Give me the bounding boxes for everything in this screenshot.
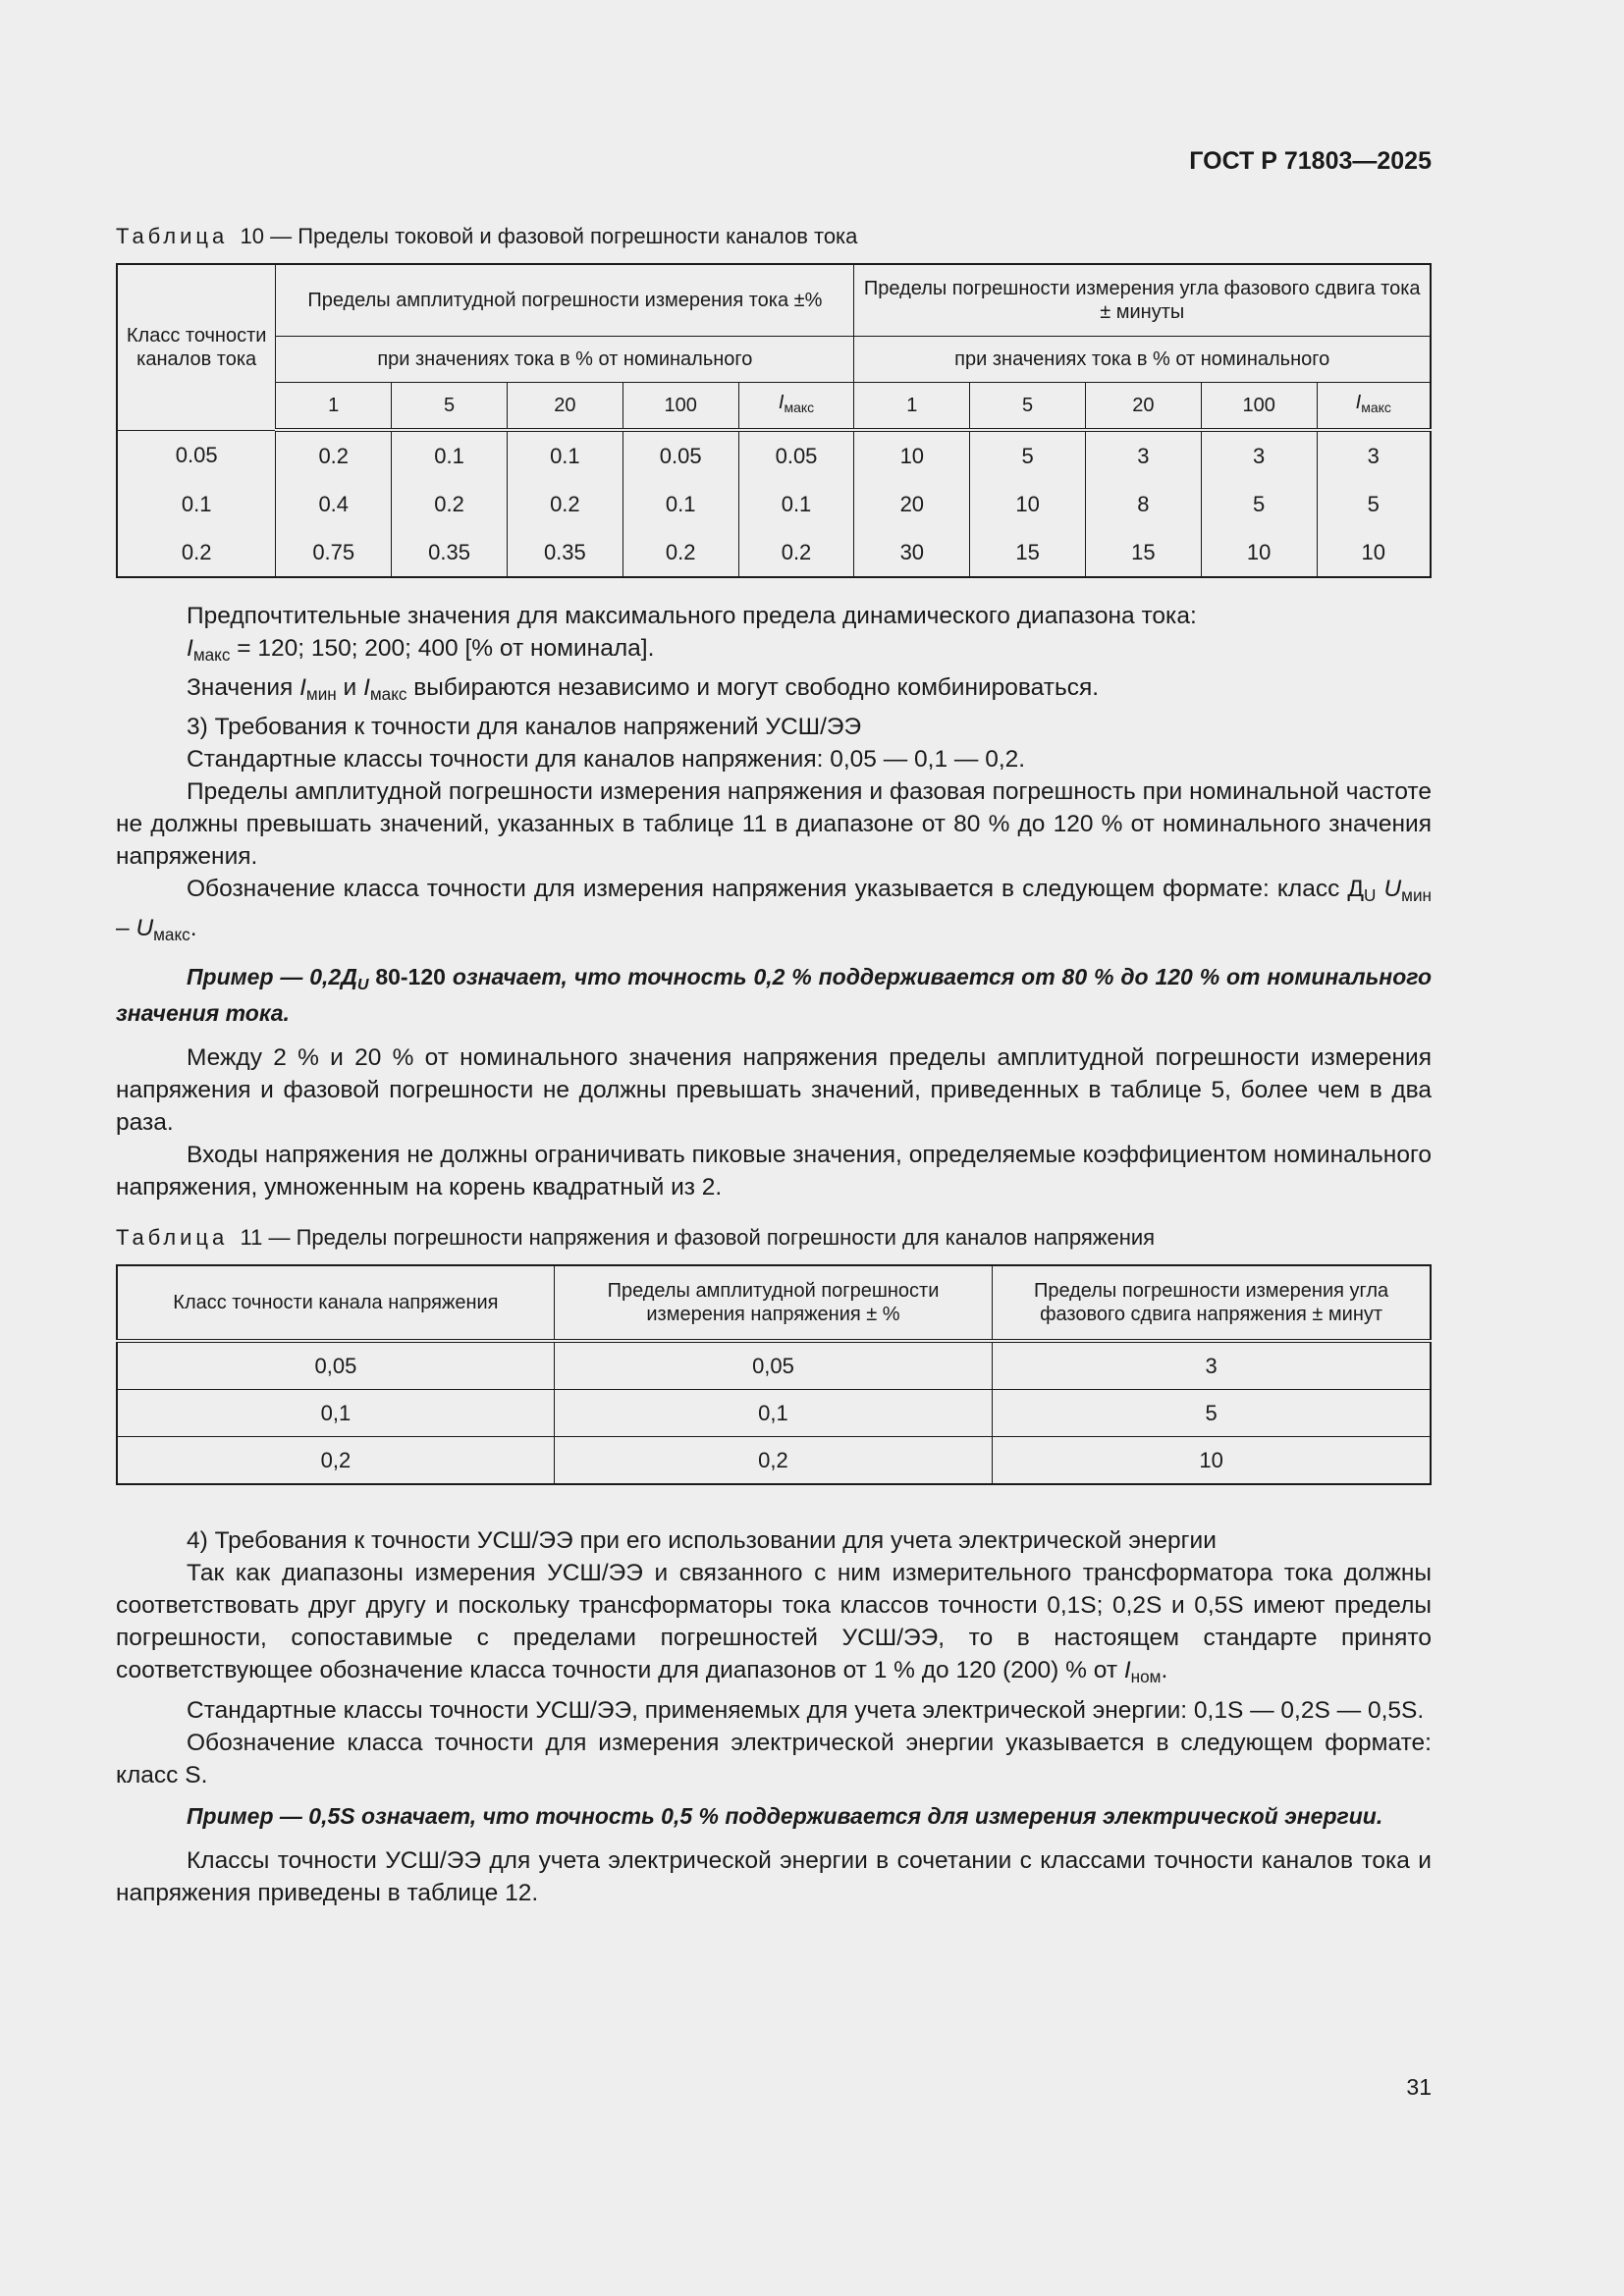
table-cell: 0.2 <box>623 528 738 577</box>
table-row <box>117 1437 1431 1485</box>
table-cell: 0.1 <box>623 480 738 528</box>
table-cell: 0.35 <box>507 528 623 577</box>
example-note: Пример — 0,5S означает, что точность 0,5 % поддерживается для измерения электрической энергии. <box>187 1802 1383 1829</box>
paragraph: Предпочтительные значения для максимального предела динамического диапазона тока: <box>187 603 1197 629</box>
table-cell: 0.2 <box>392 480 508 528</box>
standard-header: ГОСТ Р 71803—2025 <box>1189 147 1432 175</box>
header-class: Класс точности каналов тока <box>117 264 276 430</box>
paragraph: Классы точности УСШ/ЭЭ для учета электрической энергии в сочетании с классами точности каналов тока и напряжения приведены в таблице 12. <box>116 1846 1432 1906</box>
table-cell: 10 <box>854 430 970 480</box>
header-phase-sub: при значениях тока в % от номинального <box>854 337 1431 383</box>
table-row <box>117 528 1431 577</box>
table-cell: 0.75 <box>276 528 392 577</box>
table-cell: 0.2 <box>507 480 623 528</box>
table-cell: 0,1 <box>554 1390 992 1437</box>
paragraph: Пределы амплитудной погрешности измерения напряжения и фазовая погрешность при номинальной частоте не должны превышать значений, указанных в таблице 11 в диапазоне от 80 % до 120 % от номинального значения напряжения. <box>116 778 1432 871</box>
paragraph: Между 2 % и 20 % от номинального значения напряжения пределы амплитудной погрешности измерения напряжения и фазовой погрешности не должны превышать значений, приведенных в таблице 5, более чем в два раза. <box>116 1044 1432 1137</box>
paragraph: Обозначение класса точности для измерения напряжения указывается в следующем формате: класс $Д_U$ $U_{мин} - U_{макс}$. <box>116 876 1432 945</box>
table-cell: 0.2 <box>738 528 854 577</box>
section-heading: 3) Требования к точности для каналов напряжений УСШ/ЭЭ <box>187 714 862 741</box>
table-cell: 0,05 <box>117 1341 554 1390</box>
paragraph: Обозначение класса точности для измерения электрической энергии указывается в следующем формате: класс S. <box>116 1729 1432 1789</box>
table-cell: 5 <box>1201 480 1317 528</box>
paragraph: $I_{макс} = 120$; 150; 200; 400 [% от номинала]. <box>187 635 655 666</box>
page-number: 31 <box>1406 2074 1432 2100</box>
table10-caption <box>116 224 1432 249</box>
table-cell: 0.05 <box>117 430 276 480</box>
table-cell: 0.2 <box>117 528 276 577</box>
table-cell: 0,05 <box>554 1341 992 1390</box>
table-10 <box>116 263 1432 578</box>
table-cell: 0.35 <box>392 528 508 577</box>
table-cell: 0.05 <box>623 430 738 480</box>
table-cell: 0,2 <box>554 1437 992 1485</box>
table-cell: 0.1 <box>507 430 623 480</box>
table11-caption-lead: Таблица <box>116 1225 229 1251</box>
header-col: 100 <box>623 383 738 431</box>
table-cell: 0.1 <box>392 430 508 480</box>
header-col: 5 <box>392 383 508 431</box>
table-cell: 10 <box>993 1437 1431 1485</box>
table-cell: 0.4 <box>276 480 392 528</box>
table-cell: 0,2 <box>117 1437 554 1485</box>
table-cell: 5 <box>993 1390 1431 1437</box>
table-cell: 3 <box>993 1341 1431 1390</box>
table-cell: 15 <box>1085 528 1201 577</box>
table-cell: 0,1 <box>117 1390 554 1437</box>
table-cell: 10 <box>1317 528 1431 577</box>
header-class: Класс точности канала напряжения <box>117 1265 554 1341</box>
page-content <box>116 224 1432 1909</box>
table-cell: 15 <box>970 528 1086 577</box>
table-row <box>117 1390 1431 1437</box>
table11-caption-text: 11 — Пределы погрешности напряжения и фазовой погрешности для каналов напряжения <box>240 1225 1156 1251</box>
header-col-imax: $I_{макс}$ <box>1317 383 1431 431</box>
header-col: 20 <box>1085 383 1201 431</box>
table-cell: 5 <box>1317 480 1431 528</box>
header-col: 100 <box>1201 383 1317 431</box>
table-row <box>117 1341 1431 1390</box>
table-cell: 0.2 <box>276 430 392 480</box>
header-col: 1 <box>854 383 970 431</box>
paragraph: Значения $I_{мин}$ и $I_{макс}$ выбираются независимо и могут свободно комбинироваться. <box>187 674 1100 705</box>
table-cell: 5 <box>970 430 1086 480</box>
header-col: 5 <box>970 383 1086 431</box>
header-amplitude: Пределы амплитудной погрешности измерения напряжения ± % <box>554 1265 992 1341</box>
table-row <box>117 480 1431 528</box>
paragraph: Стандартные классы точности УСШ/ЭЭ, применяемых для учета электрической энергии: 0,1S — 0,2S — 0,5S. <box>187 1696 1425 1724</box>
table-cell: 30 <box>854 528 970 577</box>
paragraph: Входы напряжения не должны ограничивать пиковые значения, определяемые коэффициентом номинального напряжения, умноженным на корень квадратный из 2. <box>116 1142 1432 1201</box>
table-cell: 3 <box>1085 430 1201 480</box>
table-cell: 3 <box>1201 430 1317 480</box>
header-col-imax: $I_{макс}$ <box>738 383 854 431</box>
table-cell: 10 <box>970 480 1086 528</box>
table-cell: 20 <box>854 480 970 528</box>
header-phase: Пределы погрешности измерения угла фазового сдвига напряжения ± минут <box>993 1265 1431 1341</box>
table-row <box>117 430 1431 480</box>
table-11 <box>116 1264 1432 1485</box>
example-note: Пример — $0,2Д_U$ 80-120 означает, что точность 0,2 % поддерживается от 80 % до 120 % от номинального значения тока. <box>116 963 1433 1027</box>
paragraph: Так как диапазоны измерения УСШ/ЭЭ и связанного с ним измерительного трансформатора тока должны соответствовать друг другу и поскольку трансформаторы тока классов точности 0,1S; 0,2S и 0,5S имеют пределы погрешности, сопоставимые с пределами погрешностей УСШ/ЭЭ, то в настоящем стандарте принято соответствующее обозначение класса точности для диапазонов от 1 % до 120 (200) % от $I_{ном}$. <box>116 1560 1432 1687</box>
table-cell: 10 <box>1201 528 1317 577</box>
header-col: 20 <box>507 383 623 431</box>
table-cell: 0.1 <box>117 480 276 528</box>
section-heading: 4) Требования к точности УСШ/ЭЭ при его использовании для учета электрической энергии <box>187 1527 1217 1555</box>
table11-caption <box>116 1225 1432 1251</box>
header-amplitude-sub: при значениях тока в % от номинального <box>276 337 854 383</box>
table-cell: 3 <box>1317 430 1431 480</box>
header-phase-group: Пределы погрешности измерения угла фазового сдвига тока ± минуты <box>854 264 1431 337</box>
paragraph: Стандартные классы точности для каналов напряжения: 0,05 — 0,1 — 0,2. <box>187 746 1026 774</box>
table10-caption-text: 10 — Пределы токовой и фазовой погрешности каналов тока <box>240 224 858 248</box>
header-col: 1 <box>276 383 392 431</box>
table-cell: 0.05 <box>738 430 854 480</box>
table-cell: 8 <box>1085 480 1201 528</box>
table10-caption-lead: Таблица <box>116 224 229 248</box>
table-cell: 0.1 <box>738 480 854 528</box>
header-amplitude-group: Пределы амплитудной погрешности измерения тока ±% <box>276 264 854 337</box>
